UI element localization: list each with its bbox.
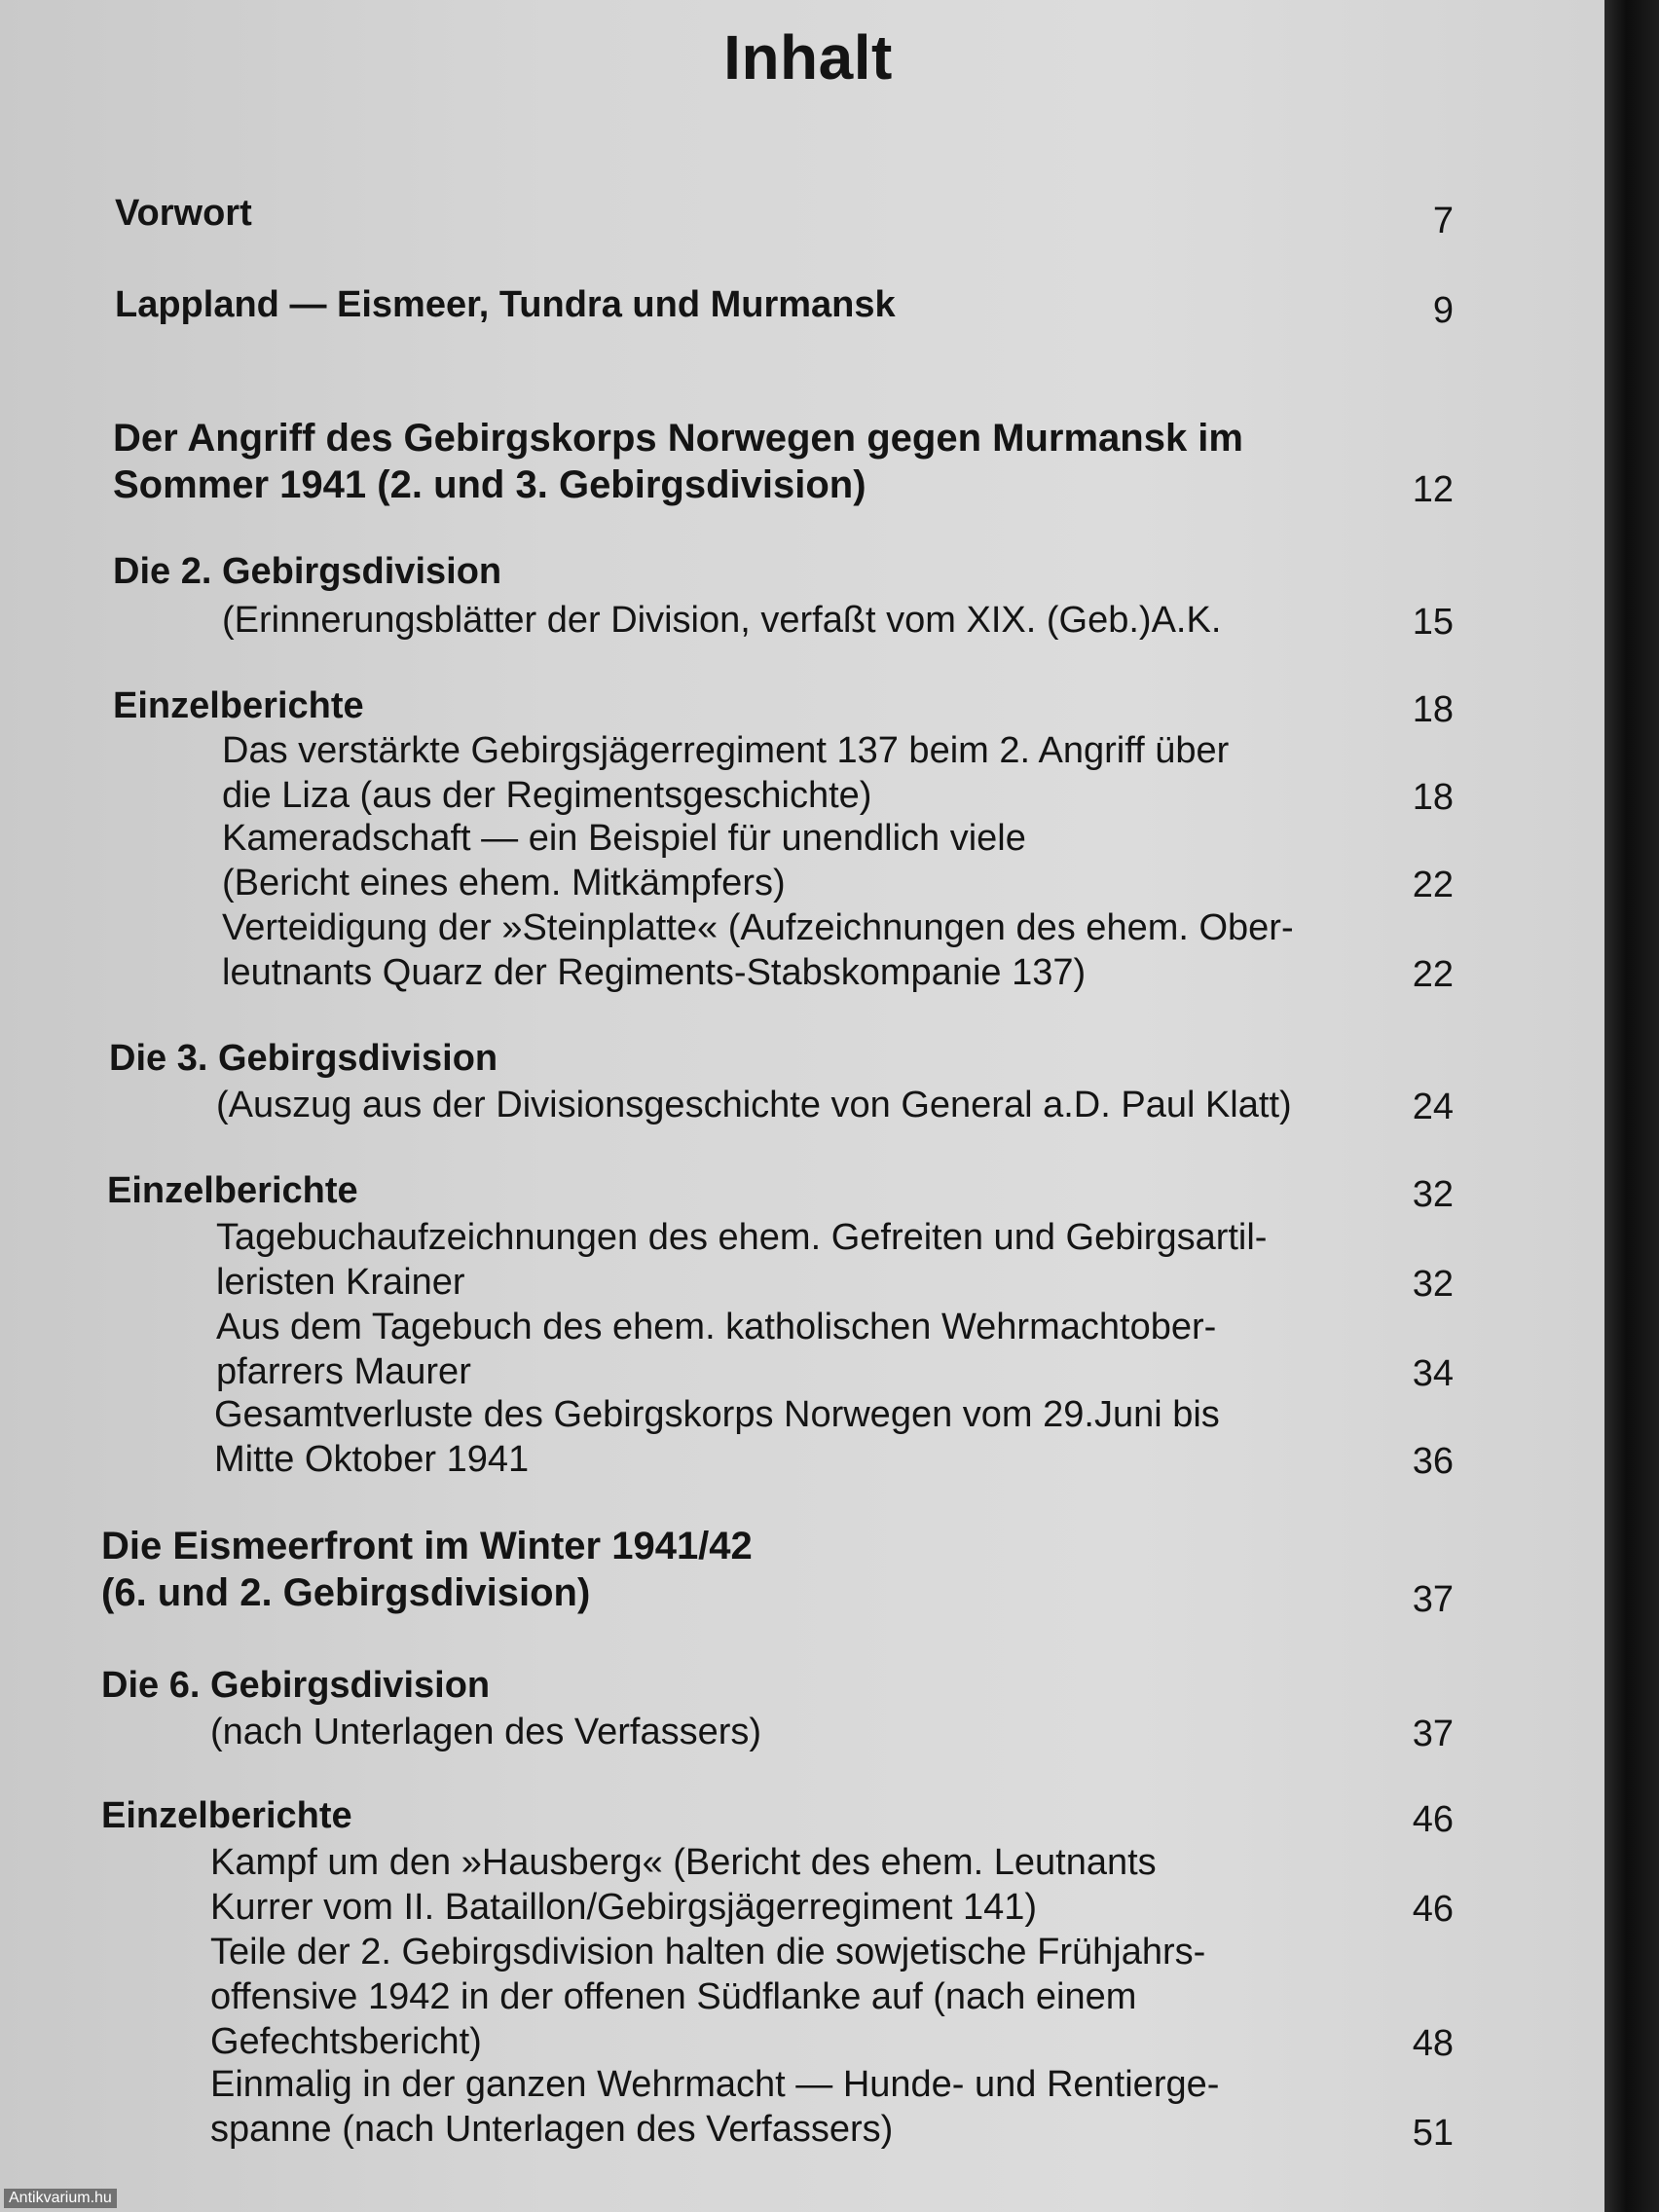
toc-item — [214, 1392, 1220, 1482]
toc-item — [222, 816, 1026, 905]
toc-page-number: 37 — [1412, 1579, 1454, 1620]
page-title: Inhalt — [723, 22, 893, 92]
chapter-title-line: (6. und 2. Gebirgsdivision) — [101, 1571, 591, 1614]
toc-item — [222, 905, 1294, 995]
toc-item-line: Verteidigung der »Steinplatte« (Aufzeichnungen des ehem. Ober- — [222, 907, 1294, 948]
toc-page-number: 12 — [1412, 469, 1454, 510]
toc-item — [210, 1840, 1157, 1930]
toc-item-line: Gesamtverluste des Gebirgskorps Norwegen vom 29.Juni bis — [214, 1394, 1220, 1435]
toc-page-number: 34 — [1412, 1353, 1454, 1394]
toc-item-line: pfarrers Maurer — [216, 1351, 471, 1392]
toc-section-desc: (nach Unterlagen des Verfassers) — [210, 1712, 762, 1752]
toc-chapter-eismeerfront — [101, 1523, 753, 1616]
chapter-title-line: Die Eismeerfront im Winter 1941/42 — [101, 1525, 753, 1567]
chapter-title-line: Sommer 1941 (2. und 3. Gebirgsdivision) — [113, 463, 866, 506]
toc-page-number: 18 — [1412, 777, 1454, 818]
toc-page-number: 32 — [1412, 1174, 1454, 1215]
toc-item — [210, 1930, 1205, 2064]
toc-item-line: Kurrer vom II. Bataillon/Gebirgsjägerregiment 141) — [210, 1887, 1038, 1928]
toc-section-div2: Die 2. Gebirgsdivision — [113, 551, 502, 592]
toc-item-line: (Bericht eines ehem. Mitkämpfers) — [222, 863, 786, 903]
toc-page-number: 51 — [1412, 2113, 1454, 2154]
toc-section-div3: Die 3. Gebirgsdivision — [109, 1038, 498, 1079]
toc-item-line: Kampf um den »Hausberg« (Bericht des ehem. Leutnants — [210, 1842, 1157, 1883]
toc-section-desc: (Erinnerungsblätter der Division, verfaßt vom XIX. (Geb.)A.K. — [222, 600, 1222, 641]
toc-item — [210, 2062, 1219, 2152]
toc-item-line: Gefechtsbericht) — [210, 2021, 482, 2062]
toc-item-line: Einmalig in der ganzen Wehrmacht — Hunde- und Rentierge- — [210, 2064, 1220, 2105]
toc-page-number: 36 — [1412, 1441, 1454, 1482]
toc-page-number: 24 — [1412, 1087, 1454, 1127]
toc-item — [222, 728, 1229, 818]
toc-entry-vorwort: Vorwort — [115, 193, 252, 234]
toc-item-line: Teile der 2. Gebirgsdivision halten die sowjetische Frühjahrs- — [210, 1932, 1206, 1972]
toc-item-line: leutnants Quarz der Regiments-Stabskompanie 137) — [222, 952, 1087, 993]
toc-page-number: 9 — [1432, 290, 1454, 331]
toc-page-number: 46 — [1412, 1799, 1454, 1840]
book-spine-shadow — [1604, 0, 1659, 2212]
toc-chapter-angriff-1941 — [113, 415, 1243, 508]
toc-item-line: Kameradschaft — ein Beispiel für unendlich viele — [222, 818, 1026, 859]
toc-einzelberichte: Einzelberichte — [113, 685, 364, 726]
toc-item-line: spanne (nach Unterlagen des Verfassers) — [210, 2109, 894, 2150]
toc-page-number: 37 — [1412, 1714, 1454, 1754]
toc-page-number: 32 — [1412, 1264, 1454, 1305]
toc-page-number: 22 — [1412, 865, 1454, 905]
toc-item-line: Mitte Oktober 1941 — [214, 1439, 530, 1480]
toc-item-line: leristen Krainer — [216, 1262, 465, 1303]
toc-einzelberichte: Einzelberichte — [107, 1170, 358, 1211]
watermark: Antikvarium.hu — [4, 2189, 117, 2208]
toc-item-line: Das verstärkte Gebirgsjägerregiment 137 beim 2. Angriff über — [222, 730, 1230, 771]
toc-item-line: offensive 1942 in der offenen Südflanke auf (nach einem — [210, 1976, 1137, 2017]
toc-page-number: 18 — [1412, 689, 1454, 730]
toc-item — [216, 1215, 1267, 1305]
toc-section-div6: Die 6. Gebirgsdivision — [101, 1665, 491, 1706]
toc-entry-lappland: Lappland — Eismeer, Tundra und Murmansk — [115, 284, 896, 325]
toc-item — [216, 1305, 1216, 1394]
toc-page-number: 46 — [1412, 1889, 1454, 1930]
toc-item-line: die Liza (aus der Regimentsgeschichte) — [222, 775, 872, 816]
chapter-title-line: Der Angriff des Gebirgskorps Norwegen gegen Murmansk im — [113, 417, 1243, 460]
toc-einzelberichte: Einzelberichte — [101, 1795, 352, 1836]
toc-item-line: Tagebuchaufzeichnungen des ehem. Gefreiten und Gebirgsartil- — [216, 1217, 1268, 1258]
toc-item-line: Aus dem Tagebuch des ehem. katholischen Wehrmachtober- — [216, 1307, 1217, 1347]
toc-page-number: 48 — [1412, 2023, 1454, 2064]
toc-section-desc: (Auszug aus der Divisionsgeschichte von General a.D. Paul Klatt) — [216, 1085, 1292, 1125]
toc-page-number: 15 — [1412, 602, 1454, 643]
toc-page-number: 22 — [1412, 954, 1454, 995]
toc-page-number: 7 — [1432, 201, 1454, 241]
